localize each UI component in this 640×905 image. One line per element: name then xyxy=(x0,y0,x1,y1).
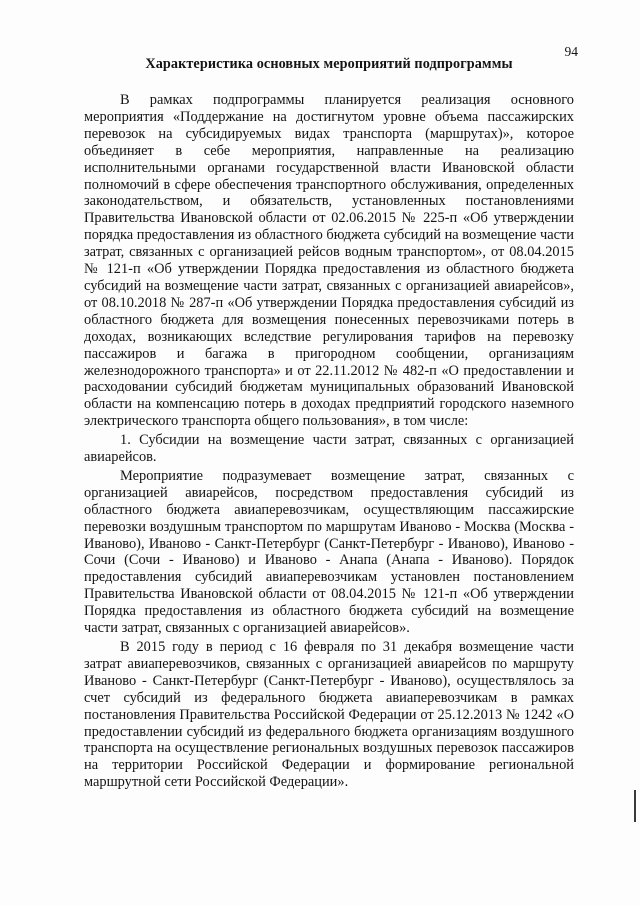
paragraph-intro: В рамках подпрограммы планируется реализация основного мероприятия «Поддержание на достигнутом уровне объема пассажирских перевозок на субсидируемых видах транспорта (маршрутах)», которое объединяет в себе мероприятия, направленные на реализацию исполнительными органами государственной власти Ивановской области полномочий в сфере обеспечения транспортного обслуживания, определенных законодательством, и обязательств, установленных постановлениями Правительства Ивановской области от 02.06.2015 № 225-п «Об утверждении порядка предоставления из областного бюджета субсидий на возмещение части затрат, связанных с организацией рейсов водным транспортом», от 08.04.2015 № 121-п «Об утверждении Порядка предоставления из областного бюджета субсидий на возмещение части затрат, связанных с организацией авиарейсов», от 08.10.2018 № 287-п «Об утверждении Порядка предоставления субсидий из областного бюджета для возмещения понесенных перевозчиками потерь в доходах, возникающих вследствие регулирования тарифов на перевозку пассажиров и багажа в пригородном сообщении, организациям железнодорожного транспорта» и от 22.11.2012 № 482-п «О предоставлении и расходовании субсидий бюджетам муниципальных образований Ивановской области на компенсацию потерь в доходах предприятий городского наземного электрического транспорта общего пользования», в том числе: xyxy=(84,92,575,430)
paragraph-2015-funding: В 2015 году в период с 16 февраля по 31 декабря возмещение части затрат авиаперевозчиков, связанных с организацией авиарейсов по маршруту Иваново - Санкт-Петербург (Санкт-Петербург - Иваново), осуществлялось за счет субсидий из федерального бюджета авиаперевозчикам в рамках постановления Правительства Российской Федерации от 25.12.2013 № 1242 «О предоставлении субсидий из федерального бюджета организациям воздушного транспорта на осуществление региональных воздушных перевозок пассажиров на территории Российской Федерации и формирование региональной маршрутной сети Российской Федерации». xyxy=(84,639,574,791)
page-number: 94 xyxy=(564,44,578,59)
paragraph-item-1: 1. Субсидии на возмещение части затрат, связанных с организацией авиарейсов. xyxy=(84,432,574,466)
scan-edge-mark xyxy=(634,790,636,822)
document-body xyxy=(84,92,574,791)
paragraph-measure-description: Мероприятие подразумевает возмещение затрат, связанных с организацией авиарейсов, посредством предоставления субсидий из областного бюджета авиаперевозчикам, осуществляющим пассажирские перевозки воздушным транспортом по маршрутам Иваново - Москва (Москва - Иваново), Иваново - Санкт-Петербург (Санкт-Петербург - Иваново), Иваново - Сочи (Сочи - Иваново) и Иваново - Анапа (Анапа - Иваново). Порядок предоставления субсидий авиаперевозчикам установлен постановлением Правительства Ивановской области от 08.04.2015 № 121-п «Об утверждении Порядка предоставления из областного бюджета субсидий на возмещение части затрат, связанных с организацией авиарейсов». xyxy=(84,467,574,637)
page-title: Характеристика основных мероприятий подпрограммы xyxy=(145,56,513,72)
